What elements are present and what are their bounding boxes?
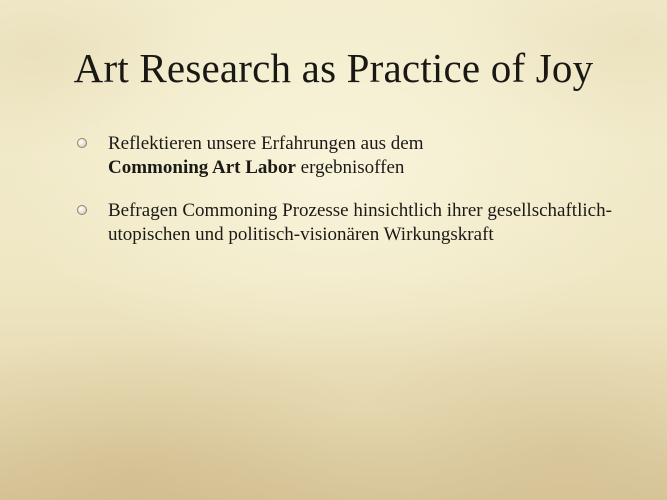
bullet-item [76,132,616,180]
bullet-tail-text: ergebnisoffen [295,157,405,178]
circle-bullet-icon [77,205,87,215]
bullet-text-1 [108,133,423,178]
slide-title: Art Research as Practice of Joy [73,45,594,91]
bullet-item [76,199,616,247]
bullet-list [76,132,616,266]
bullet-text-2: Befragen Commoning Prozesse hinsichtlich ihrer gesellschaftlich-utopischen und politisch-visionären Wirkungskraft [108,200,612,245]
bullet-line: Reflektieren unsere Erfahrungen aus dem [108,133,424,154]
bullet-bold-text: Commoning Art Labor [108,157,296,178]
circle-bullet-icon [77,138,87,148]
